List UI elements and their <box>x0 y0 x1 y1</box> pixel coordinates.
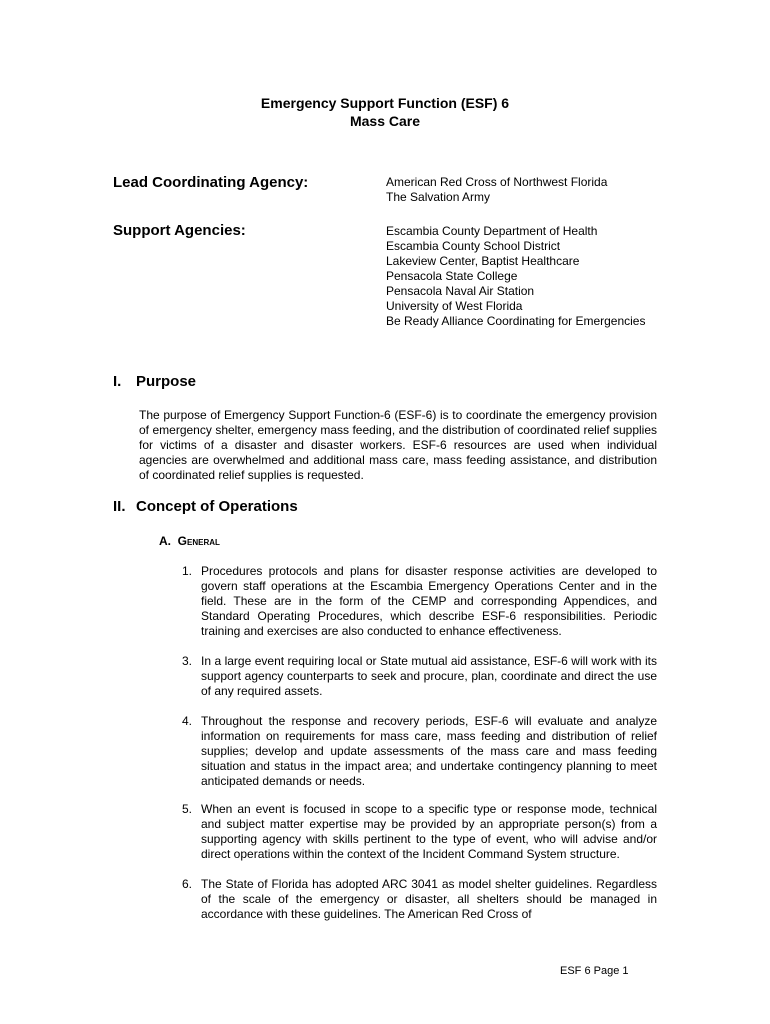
support-agencies-label: Support Agencies: <box>113 222 246 239</box>
subsection-heading-general <box>159 534 220 549</box>
item-text: When an event is focused in scope to a specific type or response mode, technical and subject matter expertise may be provided by an appropriate person(s) from a supporting agency with skills pertinent to the type of event, who will advise and/or direct operations within the context of the Incident Command System structure. <box>201 802 657 861</box>
item-number: 1. <box>182 564 193 578</box>
item-number: 6. <box>182 877 193 891</box>
item-text: Throughout the response and recovery periods, ESF-6 will evaluate and analyze information on requirements for mass care, mass feeding and distribution of relief supplies; develop and update assessments of the mass care and mass feeding situation and status in the impact area; and undertake contingency planning to meet anticipated demands or needs. <box>201 714 657 788</box>
list-item: Pensacola State College <box>386 269 518 283</box>
list-item: The Salvation Army <box>386 190 491 204</box>
list-item: Escambia County School District <box>386 239 561 253</box>
list-item: Lakeview Center, Baptist Healthcare <box>386 254 580 268</box>
item-number: 3. <box>182 654 193 668</box>
lead-agency-list <box>386 175 607 205</box>
page-footer: ESF 6 Page 1 <box>560 965 629 977</box>
document-subtitle: Mass Care <box>349 113 421 129</box>
item-text: The State of Florida has adopted ARC 3041 as model shelter guidelines. Regardless of the scale of the emergency or disaster, all shelters should be managed in accordance with these guidelines. The American Red Cross of <box>201 877 657 921</box>
section-title: Concept of Operations <box>136 498 298 515</box>
list-item <box>182 654 657 699</box>
purpose-paragraph: The purpose of Emergency Support Function-6 (ESF-6) is to coordinate the emergency provision of emergency shelter, emergency mass feeding, and the distribution of coordinated relief supplies for victims of a disaster and disaster workers. ESF-6 resources are used when individual agencies are overwhelmed and additional mass care, mass feeding assistance, and distribution of coordinated relief supplies is requested. <box>139 408 657 482</box>
document-title: Emergency Support Function (ESF) 6 <box>260 95 510 111</box>
section-heading-concept <box>113 498 298 516</box>
list-item <box>182 802 657 862</box>
subsection-letter: A. <box>159 534 171 548</box>
support-agency-list <box>386 224 645 329</box>
list-item <box>182 877 657 922</box>
subsection-title: General <box>177 534 220 548</box>
list-item: American Red Cross of Northwest Florida <box>386 175 608 189</box>
list-item: Pensacola Naval Air Station <box>386 284 535 298</box>
list-item: University of West Florida <box>386 299 523 313</box>
lead-agency-label: Lead Coordinating Agency: <box>113 174 309 191</box>
list-item <box>182 564 657 639</box>
item-number: 4. <box>182 714 193 728</box>
item-number: 5. <box>182 802 193 816</box>
list-item <box>182 714 657 789</box>
section-title: Purpose <box>136 373 197 390</box>
item-text: Procedures protocols and plans for disaster response activities are developed to govern staff operations at the Escambia Emergency Operations Center and in the field. These are in the form of the CEMP and corresponding Appendices, and Standard Operating Procedures, which describe ESF-6 responsibilities. Periodic training and exercises are also conducted to enhance effectiveness. <box>201 564 657 638</box>
item-text: In a large event requiring local or State mutual aid assistance, ESF-6 will work with its support agency counterparts to seek and procure, plan, coordinate and direct the use of any required assets. <box>201 654 657 698</box>
section-heading-purpose <box>113 373 196 391</box>
section-number: I. <box>113 373 122 390</box>
section-number: II. <box>113 498 126 515</box>
list-item: Be Ready Alliance Coordinating for Emergencies <box>386 314 646 328</box>
list-item: Escambia County Department of Health <box>386 224 598 238</box>
